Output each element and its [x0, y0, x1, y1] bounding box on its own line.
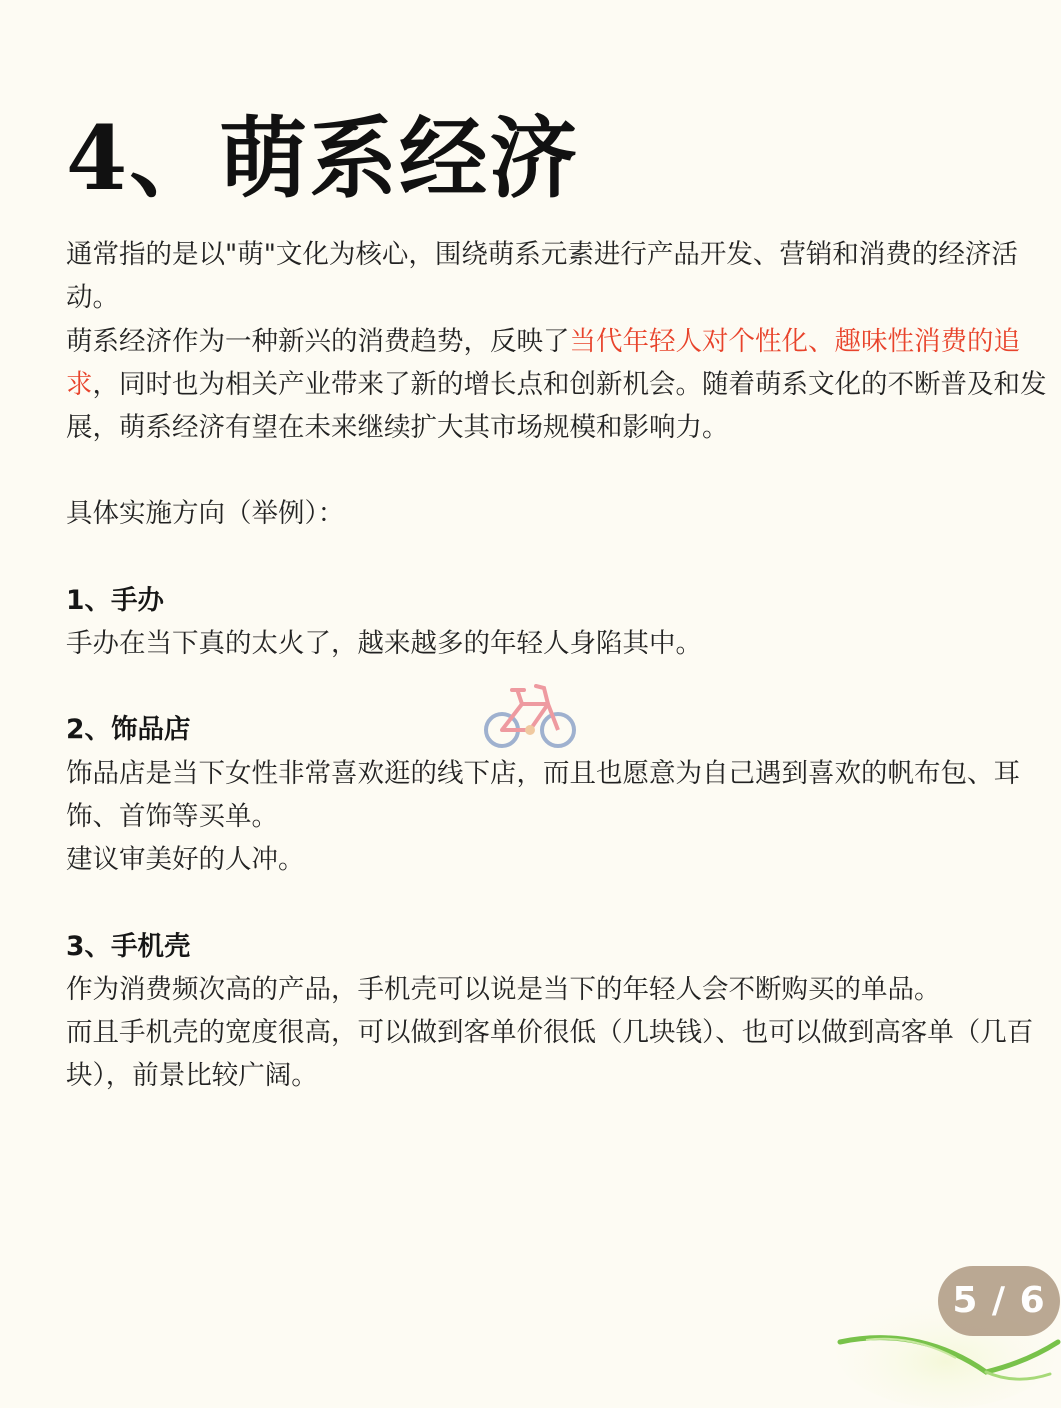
- page-indicator: 5 / 6: [938, 1266, 1060, 1336]
- item-text: 而且手机壳的宽度很高，可以做到客单价很低（几块钱）、也可以做到高客单（几百块），前景比较广阔。: [66, 1017, 1034, 1092]
- section-heading: 具体实施方向（举例）：: [66, 498, 345, 530]
- spacer: [66, 536, 1051, 579]
- article-body: [66, 233, 1051, 1098]
- spacer: [66, 449, 1051, 492]
- intro-paragraph-1: 通常指的是以"萌"文化为核心，围绕萌系元素进行产品开发、营销和消费的经济活动。: [66, 239, 1018, 314]
- item-title-phone-case: 3、手机壳: [66, 930, 191, 962]
- spacer: [66, 882, 1051, 925]
- item-text: 手办在当下真的太火了，越来越多的年轻人身陷其中。: [66, 628, 702, 660]
- intro-text-before: 萌系经济作为一种新兴的消费趋势，反映了: [66, 325, 570, 357]
- item-text: 建议审美好的人冲。: [66, 844, 305, 876]
- item-title-figures: 1、手办: [66, 584, 164, 616]
- item-title-accessory-store: 2、饰品店: [66, 714, 191, 746]
- intro-text-after: ，同时也为相关产业带来了新的增长点和创新机会。随着萌系文化的不断普及和发展，萌系经济有望在未来继续扩大其市场规模和影响力。: [66, 368, 1047, 444]
- intro-paragraph-2: [66, 320, 1051, 450]
- item-text: 饰品店是当下女性非常喜欢逛的线下店，而且也愿意为自己遇到喜欢的帆布包、耳饰、首饰等买单。: [66, 757, 1020, 832]
- bicycle-icon: [482, 680, 578, 752]
- intro-highlight: 当代年轻人对个性化、趣味性消费的追求: [66, 325, 1020, 400]
- item-text: 作为消费频次高的产品，手机壳可以说是当下的年轻人会不断购买的单品。: [66, 973, 941, 1005]
- page-title: 4、萌系经济: [66, 106, 580, 210]
